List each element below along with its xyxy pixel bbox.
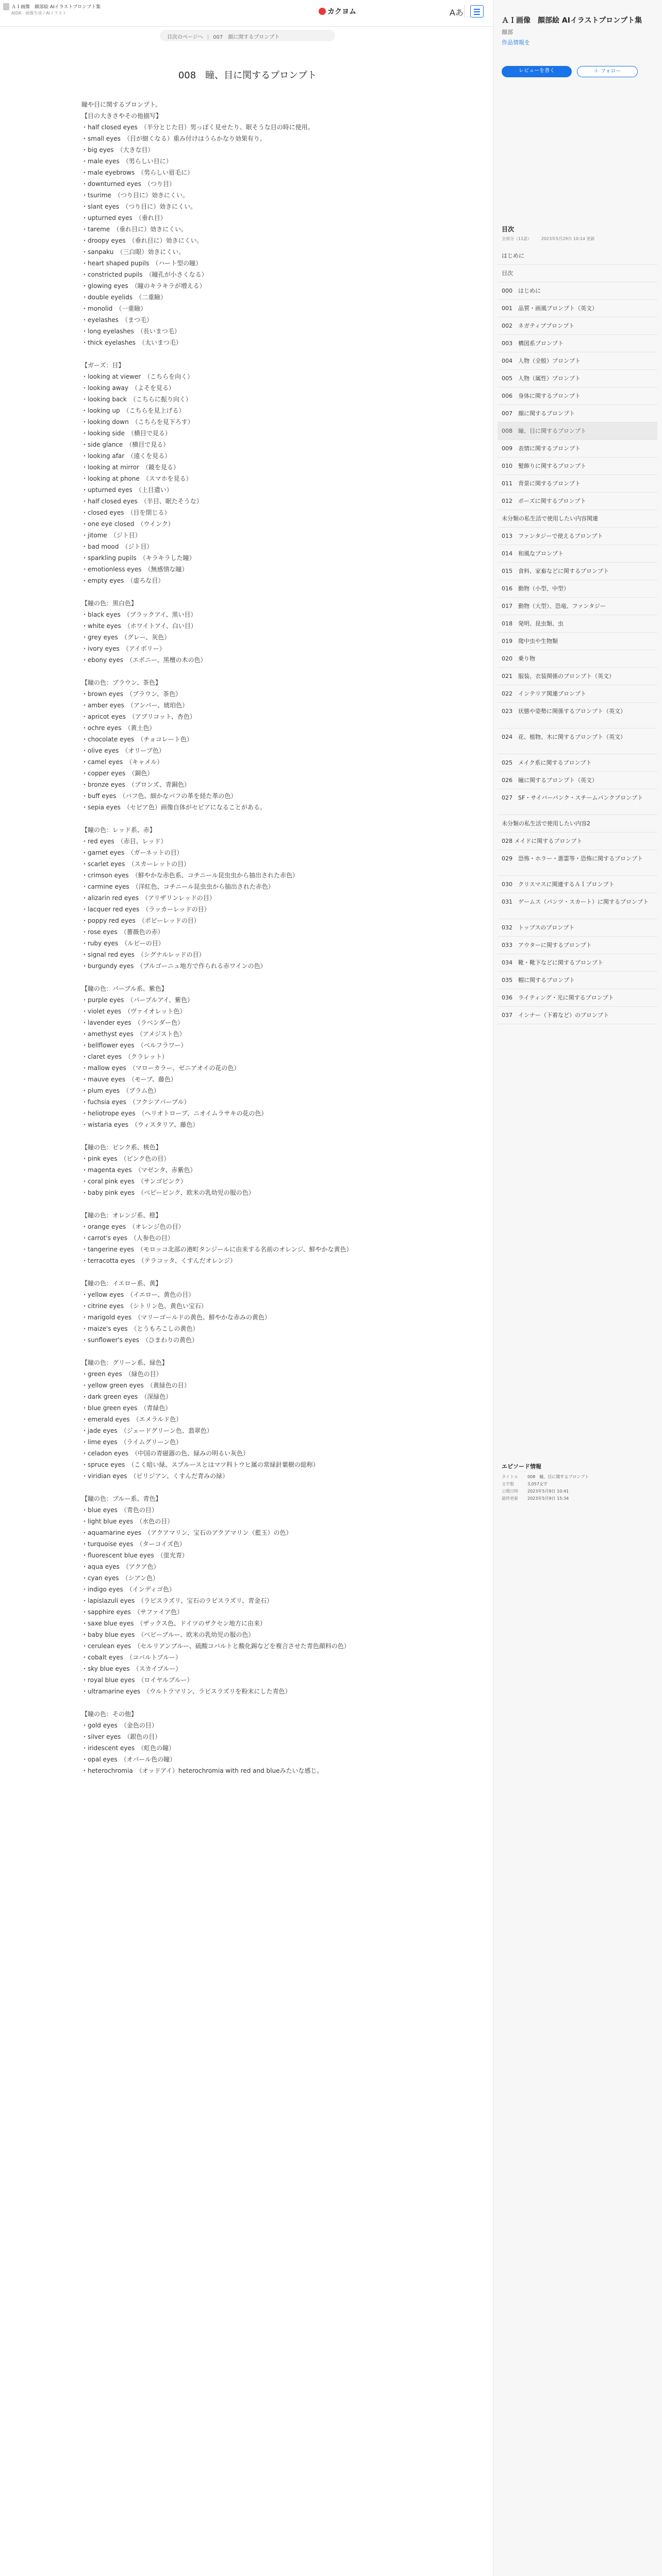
breadcrumb <box>160 30 335 41</box>
section-heading: 【瞳の色：ピンク系、桃色】 <box>81 1144 162 1151</box>
prompt-line: ・olive eyes （オリーブ色） <box>81 747 165 754</box>
prompt-line: ・tangerine eyes （モロッコ北部の港町タンジールに由来する名前のオレンジ、鮮やかな黄色） <box>81 1246 353 1253</box>
breadcrumb-prev-episode[interactable]: 007 顔に関するプロンプト <box>213 35 280 40</box>
prompt-line: ・looking at viewer （こちらを向く） <box>81 373 194 380</box>
prompt-line: ・wistaria eyes （ウィスタリア、藤色） <box>81 1121 199 1128</box>
blank-line <box>81 666 411 677</box>
prompt-line: ・grey eyes （グレー、灰色） <box>81 634 171 641</box>
episode-info-row <box>502 1481 656 1488</box>
prompt-line: ・looking afar （遠くを見る） <box>81 452 171 460</box>
toc-item[interactable]: 035 帽に関するプロンプト <box>498 972 657 989</box>
prompt-line: ・looking down （こちらを見下ろす） <box>81 418 194 426</box>
toc-item[interactable]: はじめに <box>498 247 657 265</box>
prompt-line: ・mauve eyes （モーブ、藤色） <box>81 1076 177 1083</box>
prompt-line: ・brown eyes （ブラウン、茶色） <box>81 690 182 698</box>
info-value: 2023年5月9日 10:41 <box>527 1489 569 1494</box>
prompt-line: ・pink eyes （ピンク色の目） <box>81 1155 170 1162</box>
prompt-line: ・aqua eyes （アクア色） <box>81 1563 160 1570</box>
info-value: 2023年5月9日 15:34 <box>527 1496 569 1501</box>
prompt-line: ・rose eyes （薔薇色の赤） <box>81 928 164 936</box>
prompt-line: ・fluorescent blue eyes （蛍光青） <box>81 1552 188 1559</box>
prompt-line: ・silver eyes （銀色の目） <box>81 1733 161 1740</box>
font-settings-button[interactable]: Aあ <box>450 8 464 18</box>
menu-line-icon <box>474 9 480 10</box>
prompt-line: ・viridian eyes （ビリジアン、くすんだ青みの緑） <box>81 1472 229 1480</box>
prompt-line: ・crimson eyes （鮮やかな赤色系、コチニール昆虫虫から抽出された赤色） <box>81 872 299 879</box>
prompt-line: ・fuchsia eyes （フクシアパープル） <box>81 1098 190 1106</box>
prompt-line: ・glowing eyes （瞳のキラキラが増える） <box>81 282 206 290</box>
prompt-line: ・male eyebrows （男らしい眉毛に） <box>81 169 194 176</box>
prompt-line: ・bronze eyes （ブロンズ、青銅色） <box>81 781 190 788</box>
prompt-line: ・jade eyes （ジェードグリーン色、翡翠色） <box>81 1427 213 1434</box>
prompt-line: ・carrot's eyes （人参色の目） <box>81 1234 174 1242</box>
prompt-line: ・sapphire eyes （サファイア色） <box>81 1608 184 1616</box>
episode-info-heading: エピソード情報 <box>502 1463 541 1470</box>
toc-meta <box>502 236 656 242</box>
info-key: タイトル <box>502 1475 518 1479</box>
prompt-line: ・male eyes （男らしい目に） <box>81 158 172 165</box>
toc-item[interactable]: 033 アウターに関するプロンプト <box>498 937 657 954</box>
info-key: 公開日時 <box>502 1489 518 1494</box>
prompt-line: ・indigo eyes （インディゴ色） <box>81 1586 175 1593</box>
prompt-line: ・claret eyes （クラレット） <box>81 1053 168 1060</box>
prompt-line: ・purple eyes （パープルアイ、紫色） <box>81 996 194 1004</box>
toc-item[interactable]: 036 ライティング・光に関するプロンプト <box>498 989 657 1007</box>
toc-item[interactable]: 022 インテリア関連プロンプト <box>498 685 657 703</box>
prompt-line: ・heterochromia （オッドアイ）heterochromia with red and blueみたいな感じ。 <box>81 1767 323 1774</box>
section-heading: 【瞳の色：グリーン系、緑色】 <box>81 1359 168 1366</box>
prompt-line: ・jitome （ジト目） <box>81 532 141 539</box>
toc-item[interactable]: 032 トップスのプロンプト <box>498 919 657 937</box>
prompt-line: 瞳や目に関するプロンプト。 <box>81 101 161 108</box>
toc-item[interactable]: 004 人物（全般）プロンプト <box>498 352 657 370</box>
prompt-line: ・dark green eyes （深緑色） <box>81 1393 172 1400</box>
prompt-line: ・baby blue eyes （ベビーブルー、欧米の乳幼児の服の色） <box>81 1631 255 1638</box>
prompt-line: ・carmine eyes （洋紅色、コチニール昆虫虫から抽出された赤色） <box>81 883 274 890</box>
section-heading: 【目の大きさやその他描写】 <box>81 112 162 120</box>
toc-item[interactable]: 024 花、植物、木に関するプロンプト（英文） <box>498 728 657 754</box>
toc-item[interactable]: 006 身体に関するプロンプト <box>498 387 657 405</box>
prompt-line: ・celadon eyes （中国の青磁器の色、緑みの明るい灰色） <box>81 1450 250 1457</box>
prompt-line: ・terracotta eyes （テラコッタ、くすんだオレンジ） <box>81 1257 237 1264</box>
prompt-line: ・looking back （こちらに振り向く） <box>81 396 192 403</box>
prompt-line: ・downturned eyes （つり目） <box>81 180 175 188</box>
prompt-line: ・double eyelids （二重瞼） <box>81 294 167 301</box>
toc-item[interactable]: 003 構図系プロンプト <box>498 335 657 352</box>
prompt-line: ・sanpaku （三白眼）効きにくい。 <box>81 248 185 256</box>
toc-item[interactable]: 013 ファンタジーで使えるプロンプト <box>498 528 657 545</box>
work-title-link[interactable]: ＡＩ画像 顔部絵 AIイラストプロンプト集 <box>11 5 101 10</box>
prompt-line: ・looking at phone （スマホを見る） <box>81 475 192 482</box>
prompt-line: ・tsurime （つり目に）効きにくい。 <box>81 192 189 199</box>
logo-mark-icon <box>319 8 326 15</box>
prompt-line: ・alizarin red eyes （アリザリンレッドの目） <box>81 894 216 902</box>
breadcrumb-toc-link[interactable]: 目次のページへ <box>167 35 203 40</box>
prompt-line: ・heliotrope eyes （ヘリオトロープ、ニオイムラサキの花の色） <box>81 1110 268 1117</box>
prompt-line: ・cobalt eyes （コバルトブルー） <box>81 1654 182 1661</box>
review-button[interactable]: レビューを書く <box>502 66 572 77</box>
toc-item[interactable]: 016 動物（小型、中型） <box>498 580 657 598</box>
work-thumbnail[interactable] <box>3 3 9 10</box>
prompt-line: ・saxe blue eyes （ザックス色、ドイツのザクセン地方に由来） <box>81 1620 266 1627</box>
prompt-line: ・tareme （垂れ目に）効きにくい。 <box>81 226 188 233</box>
section-heading: 【瞳の色：イエロー系、黄】 <box>81 1280 162 1287</box>
section-heading: 【瞳の色：オレンジ系、橙】 <box>81 1212 162 1219</box>
section-heading: 【瞳の色：パープル系、紫色】 <box>81 985 168 992</box>
prompt-line: ・constricted pupils （瞳孔が小さくなる） <box>81 271 208 278</box>
prompt-line: ・sky blue eyes （スカイブルー） <box>81 1665 182 1672</box>
prompt-line: ・red eyes （赤目、レッド） <box>81 838 167 845</box>
prompt-line: ・one eye closed （ウインク） <box>81 520 174 528</box>
site-logo[interactable] <box>319 6 356 16</box>
episode-info-row <box>502 1473 656 1481</box>
prompt-line: ・ebony eyes （エボニー、黒檀の木の色） <box>81 656 207 664</box>
menu-line-icon <box>474 14 480 15</box>
prompt-line: ・half closed eyes （半目、眠たそうな） <box>81 498 203 505</box>
prompt-line: ・upturned eyes （垂れ目） <box>81 214 167 222</box>
prompt-line: ・heart shaped pupils （ハート型の瞳） <box>81 260 202 267</box>
prompt-line: ・iridescent eyes （虹色の瞳） <box>81 1744 175 1752</box>
toc-item[interactable]: 020 乗り物 <box>498 650 657 668</box>
toc-item[interactable]: 015 食料、家畜などに関するプロンプト <box>498 563 657 580</box>
prompt-line: ・lacquer red eyes （ラッカーレッドの目） <box>81 906 210 913</box>
prompt-line: ・amethyst eyes （アメジスト色） <box>81 1030 186 1038</box>
toc-item[interactable]: 目次 <box>498 265 657 282</box>
prompt-line: ・blue green eyes （青緑色） <box>81 1404 172 1412</box>
prompt-line: ・citrine eyes （シトリン色、黄色い宝石） <box>81 1302 207 1310</box>
prompt-line: ・monolid （一重瞼） <box>81 305 147 312</box>
sidebar-work-title[interactable]: ＡＩ画像 顔部絵 AIイラストプロンプト集 <box>502 16 642 25</box>
prompt-line: ・orange eyes （オレンジ色の目） <box>81 1223 185 1230</box>
prompt-line: ・mallow eyes （マローカラー、ゼニアオイの花の色） <box>81 1064 240 1072</box>
prompt-line: ・lavender eyes （ラベンダー色） <box>81 1019 184 1026</box>
site-logo-text: カクヨム <box>327 8 356 16</box>
prompt-line: ・small eyes （目が細くなる）重み付けはうらかなり効果有り。 <box>81 135 266 142</box>
prompt-line: ・apricot eyes （アプリコット、杏色） <box>81 713 196 720</box>
prompt-line: ・long eyelashes （長いまつ毛） <box>81 328 180 335</box>
blank-line <box>81 586 411 598</box>
toc-list <box>498 247 657 1024</box>
prompt-line: ・green eyes （緑色の目） <box>81 1370 162 1378</box>
prompt-line: ・sepia eyes （セピア色）画像自体がセピアになることがある。 <box>81 804 266 811</box>
section-heading: 【瞳の色：ブルー系、青色】 <box>81 1495 162 1502</box>
toc-item[interactable]: 028 メイドに関するプロンプト <box>498 833 657 850</box>
toc-item[interactable]: 未分類の私生活で使用したい内容2 <box>498 815 657 833</box>
toc-item[interactable]: 007 顔に関するプロンプト <box>498 405 657 422</box>
blank-line <box>81 972 411 983</box>
breadcrumb-separator: | <box>207 35 209 40</box>
prompt-line: ・looking side （横目で見る） <box>81 430 171 437</box>
blank-line <box>81 813 411 824</box>
episode-title: 008 瞳、目に関するプロンプト <box>178 70 317 81</box>
toc-item[interactable]: 000 はじめに <box>498 282 657 300</box>
prompt-line: ・burgundy eyes （ブルゴーニュ地方で作られる赤ワインの色） <box>81 962 267 970</box>
right-sidebar <box>493 0 662 2576</box>
toc-item[interactable]: 017 動物（大型）、恐竜、ファンタジー <box>498 598 657 615</box>
prompt-line: ・thick eyelashes （太いまつ毛） <box>81 339 183 346</box>
prompt-line: ・side glance （横目で見る） <box>81 441 170 448</box>
section-heading: 【瞳の色：レッド系、赤】 <box>81 826 156 834</box>
toc-item[interactable]: 002 ネガティブプロンプト <box>498 317 657 335</box>
prompt-line: ・half closed eyes （半分とじた目）男っぽく見せたり、眠そうな目の時に使用。 <box>81 124 314 131</box>
prompt-line: ・ochre eyes （黄土色） <box>81 724 156 732</box>
prompt-line: ・opal eyes （オパール色の瞳） <box>81 1756 176 1763</box>
prompt-line: ・aquamarine eyes （アクアマリン、宝石のアクアマリン（藍玉）の色） <box>81 1529 292 1536</box>
toc-item[interactable]: 026 瞳に関するプロンプト（英文） <box>498 772 657 789</box>
work-info <box>502 15 651 74</box>
prompt-line: ・sparkling pupils （キラキラした瞳） <box>81 554 195 562</box>
toc-item[interactable]: 018 発明、昆虫類、虫 <box>498 615 657 633</box>
info-key: 最終更新 <box>502 1496 518 1501</box>
prompt-line: ・droopy eyes （垂れ目に）効きにくい。 <box>81 237 203 244</box>
prompt-line: ・baby pink eyes （ベビーピンク、欧米の乳幼児の服の色） <box>81 1189 255 1196</box>
prompt-line: ・ruby eyes （ルビーの目） <box>81 940 164 947</box>
prompt-line: ・slant eyes （つり目に）効きにくい。 <box>81 203 197 210</box>
prompt-line: ・cerulean eyes （セルリアンブルー、硫酸コバルトと酸化錫などを複合させた青色顔料の色） <box>81 1642 350 1650</box>
blank-line <box>81 1130 411 1142</box>
prompt-line: ・garnet eyes （ガーネットの目） <box>81 849 183 856</box>
toc-item[interactable]: 010 髪飾りに関するプロンプト <box>498 457 657 475</box>
prompt-line: ・empty eyes （虚ろな目） <box>81 577 164 584</box>
prompt-line: ・white eyes （ホワイトアイ、白い目） <box>81 622 197 630</box>
prompt-line: ・poppy red eyes （ポピーレッドの目） <box>81 917 200 924</box>
toc-item[interactable]: 037 インナー（下着など）のプロンプト <box>498 1007 657 1024</box>
prompt-line: ・royal blue eyes （ロイヤルブルー） <box>81 1676 193 1684</box>
prompt-line: ・bad mood （ジト目） <box>81 543 153 550</box>
prompt-line: ・gold eyes （金色の目） <box>81 1722 158 1729</box>
toc-item[interactable]: 034 靴・靴下などに関するプロンプト <box>498 954 657 972</box>
toc-item[interactable]: 029 恐怖・ホラー・悪霊等・恐怖に関するプロンプト <box>498 850 657 876</box>
prompt-line: ・scarlet eyes （スカーレットの目） <box>81 860 190 868</box>
menu-line-icon <box>474 11 480 12</box>
blank-line <box>81 348 411 360</box>
toc-item[interactable]: 012 ポーズに関するプロンプト <box>498 493 657 510</box>
prompt-line: ・light blue eyes （水色の目） <box>81 1518 174 1525</box>
toc-item[interactable]: 009 表情に関するプロンプト <box>498 440 657 457</box>
prompt-line: ・yellow eyes （イエロー、黄色の目） <box>81 1291 195 1298</box>
info-value: 3,057文字 <box>527 1482 548 1486</box>
prompt-line: ・black eyes （ブラックアイ、黒い目） <box>81 611 197 618</box>
prompt-line: ・closed eyes （目を閉じる） <box>81 509 171 516</box>
prompt-line: ・looking at mirror （鏡を見る） <box>81 464 179 471</box>
toc-heading: 目次 <box>502 226 515 233</box>
prompt-line: ・blue eyes （青色の目） <box>81 1506 158 1514</box>
toc-item[interactable]: 023 状態や姿勢に関係するプロンプト（英文） <box>498 703 657 728</box>
info-value: 008 瞳、目に関するプロンプト <box>527 1475 589 1479</box>
prompt-line: ・bellflower eyes （ベルフラワー） <box>81 1042 187 1049</box>
section-heading: 【瞳の色：黒白色】 <box>81 600 138 607</box>
prompt-line: ・plum eyes （プラム色） <box>81 1087 160 1094</box>
prompt-line: ・spruce eyes （こく暗い緑、スプルースとはマツ科トウヒ属の常緑針葉樹の総称） <box>81 1461 319 1468</box>
prompt-line: ・maize's eyes （とうもろこしの黄色） <box>81 1325 199 1332</box>
toc-item[interactable]: 001 品質・画風プロンプト（英文） <box>498 300 657 317</box>
toc-item[interactable]: 011 背景に関するプロンプト <box>498 475 657 493</box>
section-heading: 【ガーズ：目】 <box>81 362 125 369</box>
toc-updated: 2023年5月29日 10:14 更新 <box>541 236 595 241</box>
prompt-line: ・copper eyes （銅色） <box>81 770 154 777</box>
toc-item[interactable]: 005 人物（属性）プロンプト <box>498 370 657 387</box>
episode-body <box>81 99 411 1776</box>
toc-item[interactable]: 025 メイク系に関するプロンプト <box>498 754 657 772</box>
toc-item[interactable]: 021 服装、衣装関係のプロンプト（英文） <box>498 668 657 685</box>
prompt-line: ・yellow green eyes （黄緑色の目） <box>81 1382 190 1389</box>
prompt-line: ・looking up （こちらを見上げる） <box>81 407 185 414</box>
toc-item[interactable]: 未分類の私生活で使用したい内容関連 <box>498 510 657 528</box>
prompt-line: ・looking away （よそを見る） <box>81 384 175 392</box>
prompt-line: ・camel eyes （キャメル） <box>81 758 163 766</box>
prompt-line: ・emerald eyes （エメラルド色） <box>81 1416 183 1423</box>
prompt-line: ・amber eyes （アンバー、琥珀色） <box>81 702 189 709</box>
blank-line <box>81 1266 411 1278</box>
prompt-line: ・ivory eyes （アイボリー） <box>81 645 166 652</box>
toc-item[interactable]: 030 クリスマスに関連するＡＩプロンプト <box>498 876 657 893</box>
prompt-line: ・emotionless eyes （無感情な瞳） <box>81 566 188 573</box>
prompt-line: ・magenta eyes （マゼンタ、赤紫色） <box>81 1166 196 1174</box>
toc-item[interactable]: 019 爬中虫や生物類 <box>498 633 657 650</box>
blank-line <box>81 1697 411 1708</box>
prompt-line: ・signal red eyes （シグナルレッドの目） <box>81 951 205 958</box>
work-author-link[interactable]: AIDA 画像生成 / AIイラスト <box>11 11 67 15</box>
prompt-line: ・turquoise eyes （ターコイズ色） <box>81 1540 186 1548</box>
blank-line <box>81 1482 411 1493</box>
prompt-line: ・chocolate eyes （チョコレート色） <box>81 736 193 743</box>
prompt-line: ・violet eyes （ヴァイオレット色） <box>81 1008 186 1015</box>
prompt-line: ・lime eyes （ライムグリーン色） <box>81 1438 183 1446</box>
prompt-line: ・big eyes （大きな目） <box>81 146 154 154</box>
prompt-line: ・cyan eyes （シアン色） <box>81 1574 159 1582</box>
sidebar-work-info-link[interactable]: 作品情報を <box>502 39 530 46</box>
episode-info <box>502 1473 656 1502</box>
toc-item[interactable]: 027 SF・サイバーパンク・スチームパンクプロンプト <box>498 789 657 815</box>
header-divider <box>464 5 465 18</box>
prompt-line: ・upturned eyes （上目遣い） <box>81 486 173 494</box>
prompt-line: ・coral pink eyes （サンゴピンク） <box>81 1178 187 1185</box>
toc-item[interactable]: 031 ゲームス（パンツ・スカート）に関するプロンプト <box>498 893 657 919</box>
prompt-line: ・buff eyes （バフ色、細かなバフの革を経た革の色） <box>81 792 237 800</box>
toc-item[interactable]: 014 和風なプロンプト <box>498 545 657 563</box>
episode-info-row <box>502 1495 656 1502</box>
episode-info-row <box>502 1488 656 1495</box>
toc-menu-button[interactable] <box>470 5 484 18</box>
blank-line <box>81 1346 411 1357</box>
section-heading: 【瞳の色：ブラウン、茶色】 <box>81 679 162 686</box>
info-key: 文字数 <box>502 1482 514 1486</box>
prompt-line: ・eyelashes （まつ毛） <box>81 316 153 324</box>
section-heading: 【瞳の色：その他】 <box>81 1710 138 1718</box>
prompt-line: ・ultramarine eyes （ウルトラマリン、ラピスラズリを粉末にした青色） <box>81 1688 291 1695</box>
follow-button[interactable]: ＋ フォロー <box>577 66 638 77</box>
blank-line <box>81 1198 411 1210</box>
prompt-line: ・lapislazuli eyes （ラピスラズリ、宝石のラピスラズリ、青金石） <box>81 1597 273 1604</box>
sidebar-author-name[interactable]: 顔部 <box>502 29 513 36</box>
prompt-line: ・marigold eyes （マリーゴールドの黄色、鮮やかな赤みの黄色） <box>81 1314 271 1321</box>
toc-count: 全部分（11話） <box>502 236 532 241</box>
toc-item-current[interactable]: 008 瞳、目に関するプロンプト <box>498 422 657 440</box>
prompt-line: ・sunflower's eyes （ひまわりの黄色） <box>81 1336 198 1344</box>
